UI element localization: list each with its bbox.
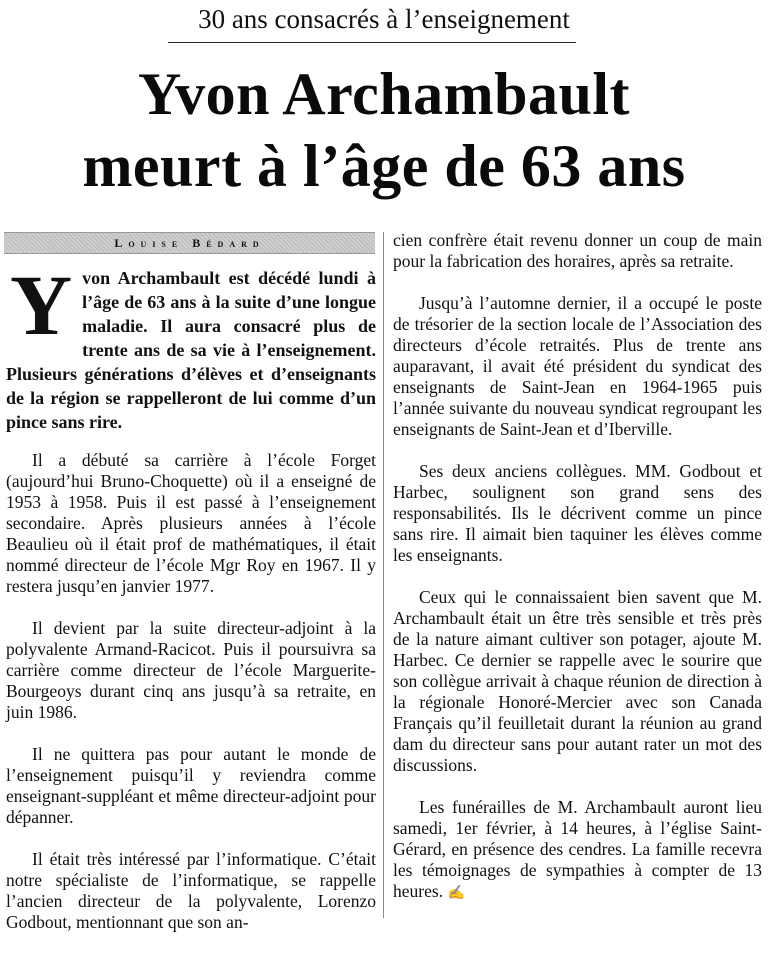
byline-bar bbox=[4, 232, 375, 254]
headline bbox=[0, 58, 768, 202]
drop-cap: Y bbox=[10, 257, 73, 353]
right-column bbox=[393, 230, 762, 925]
headline-line-2: meurt à l’âge de 63 ans bbox=[82, 133, 686, 199]
column-divider bbox=[383, 232, 384, 918]
body-paragraph: Ceux qui le connaissaient bien savent que M. Archambault était un être très sensible et très près de la nature aimant cultiver son potager, ajoute M. Harbec. Ce dernier se rappelle avec le sourire que son collègue arrivait à chaque réunion de direction à la régionale Honoré-Mercier avec son Canada Français qu’il feuilletait durant la réunion au grand dam du directeur sans pour autant rater un mot des discussions. bbox=[393, 587, 762, 775]
body-paragraph: Il était très intéressé par l’informatique. C’était notre spécialiste de l’informatique, se rappelle l’ancien directeur de la polyvalente, Lorenzo Godbout, mentionnant que son an- bbox=[6, 849, 376, 932]
body-paragraph bbox=[393, 797, 762, 904]
body-paragraph: Il devient par la suite directeur-adjoint à la polyvalente Armand-Racicot. Puis il poursuivra sa carrière comme directeur de l’école Marguerite-Bourgeoys durant cinq ans jusqu’à sa retraite, en juin 1986. bbox=[6, 618, 376, 722]
body-paragraph: Ses deux anciens collègues. MM. Godbout et Harbec, soulignent son grand sens des responsabilités. Ils le décrivent comme un pince sans rire. Il aimait bien taquiner les élèves comme les enseignants. bbox=[393, 461, 762, 565]
body-paragraph: Il a débuté sa carrière à l’école Forget (aujourd’hui Bruno-Choquette) où il a enseigné de 1953 à 1958. Puis il est passé à l’enseignement secondaire. Après plusieurs années à l’école Beaulieu où il était prof de mathématiques, il était nommé directeur de l’école Mgr Roy en 1967. Il y restera jusqu’en janvier 1977. bbox=[6, 450, 376, 596]
kicker: 30 ans consacrés à l’enseignement bbox=[198, 4, 570, 34]
continuation-paragraph: cien confrère était revenu donner un coup de main pour la fabrication des horaires, après sa retraite. bbox=[393, 230, 762, 271]
headline-line-1: Yvon Archambault bbox=[138, 61, 630, 127]
body-paragraph: Jusqu’à l’automne dernier, il a occupé le poste de trésorier de la section locale de l’Association des directeurs d’école retraités. Plus de trente ans auparavant, il avait été président du syndicat des enseignants de Saint-Jean en 1964-1965 puis l’année suivante du nouveau syndicat regroupant les enseignants de Saint-Jean et d’Iberville. bbox=[393, 293, 762, 439]
body-paragraph: Il ne quittera pas pour autant le monde de l’enseignement puisqu’il y reviendra comme enseignant-suppléant et même directeur-adjoint pour dépanner. bbox=[6, 744, 376, 827]
lead-paragraph bbox=[6, 257, 376, 434]
funeral-text: Les funérailles de M. Archambault auront lieu samedi, 1er février, à 14 heures, à l’église Saint-Gérard, en présence des cendres. La famille recevra les témoignages de sympathies à compter de 13 heures. bbox=[393, 797, 762, 901]
kicker-rule bbox=[168, 42, 576, 43]
end-mark-icon: ✍ bbox=[447, 886, 465, 901]
lead-text: von Archambault est décédé lundi à l’âge de 63 ans à la suite d’une longue maladie. Il aura consacré plus de trente ans de sa vie à l’enseignement. Plusieurs générations d’élèves et d’enseignants de la région se rappelleront de lui comme d’un pince sans rire. bbox=[6, 268, 376, 432]
left-column bbox=[6, 257, 376, 954]
byline: Louise Bédard bbox=[114, 236, 265, 250]
